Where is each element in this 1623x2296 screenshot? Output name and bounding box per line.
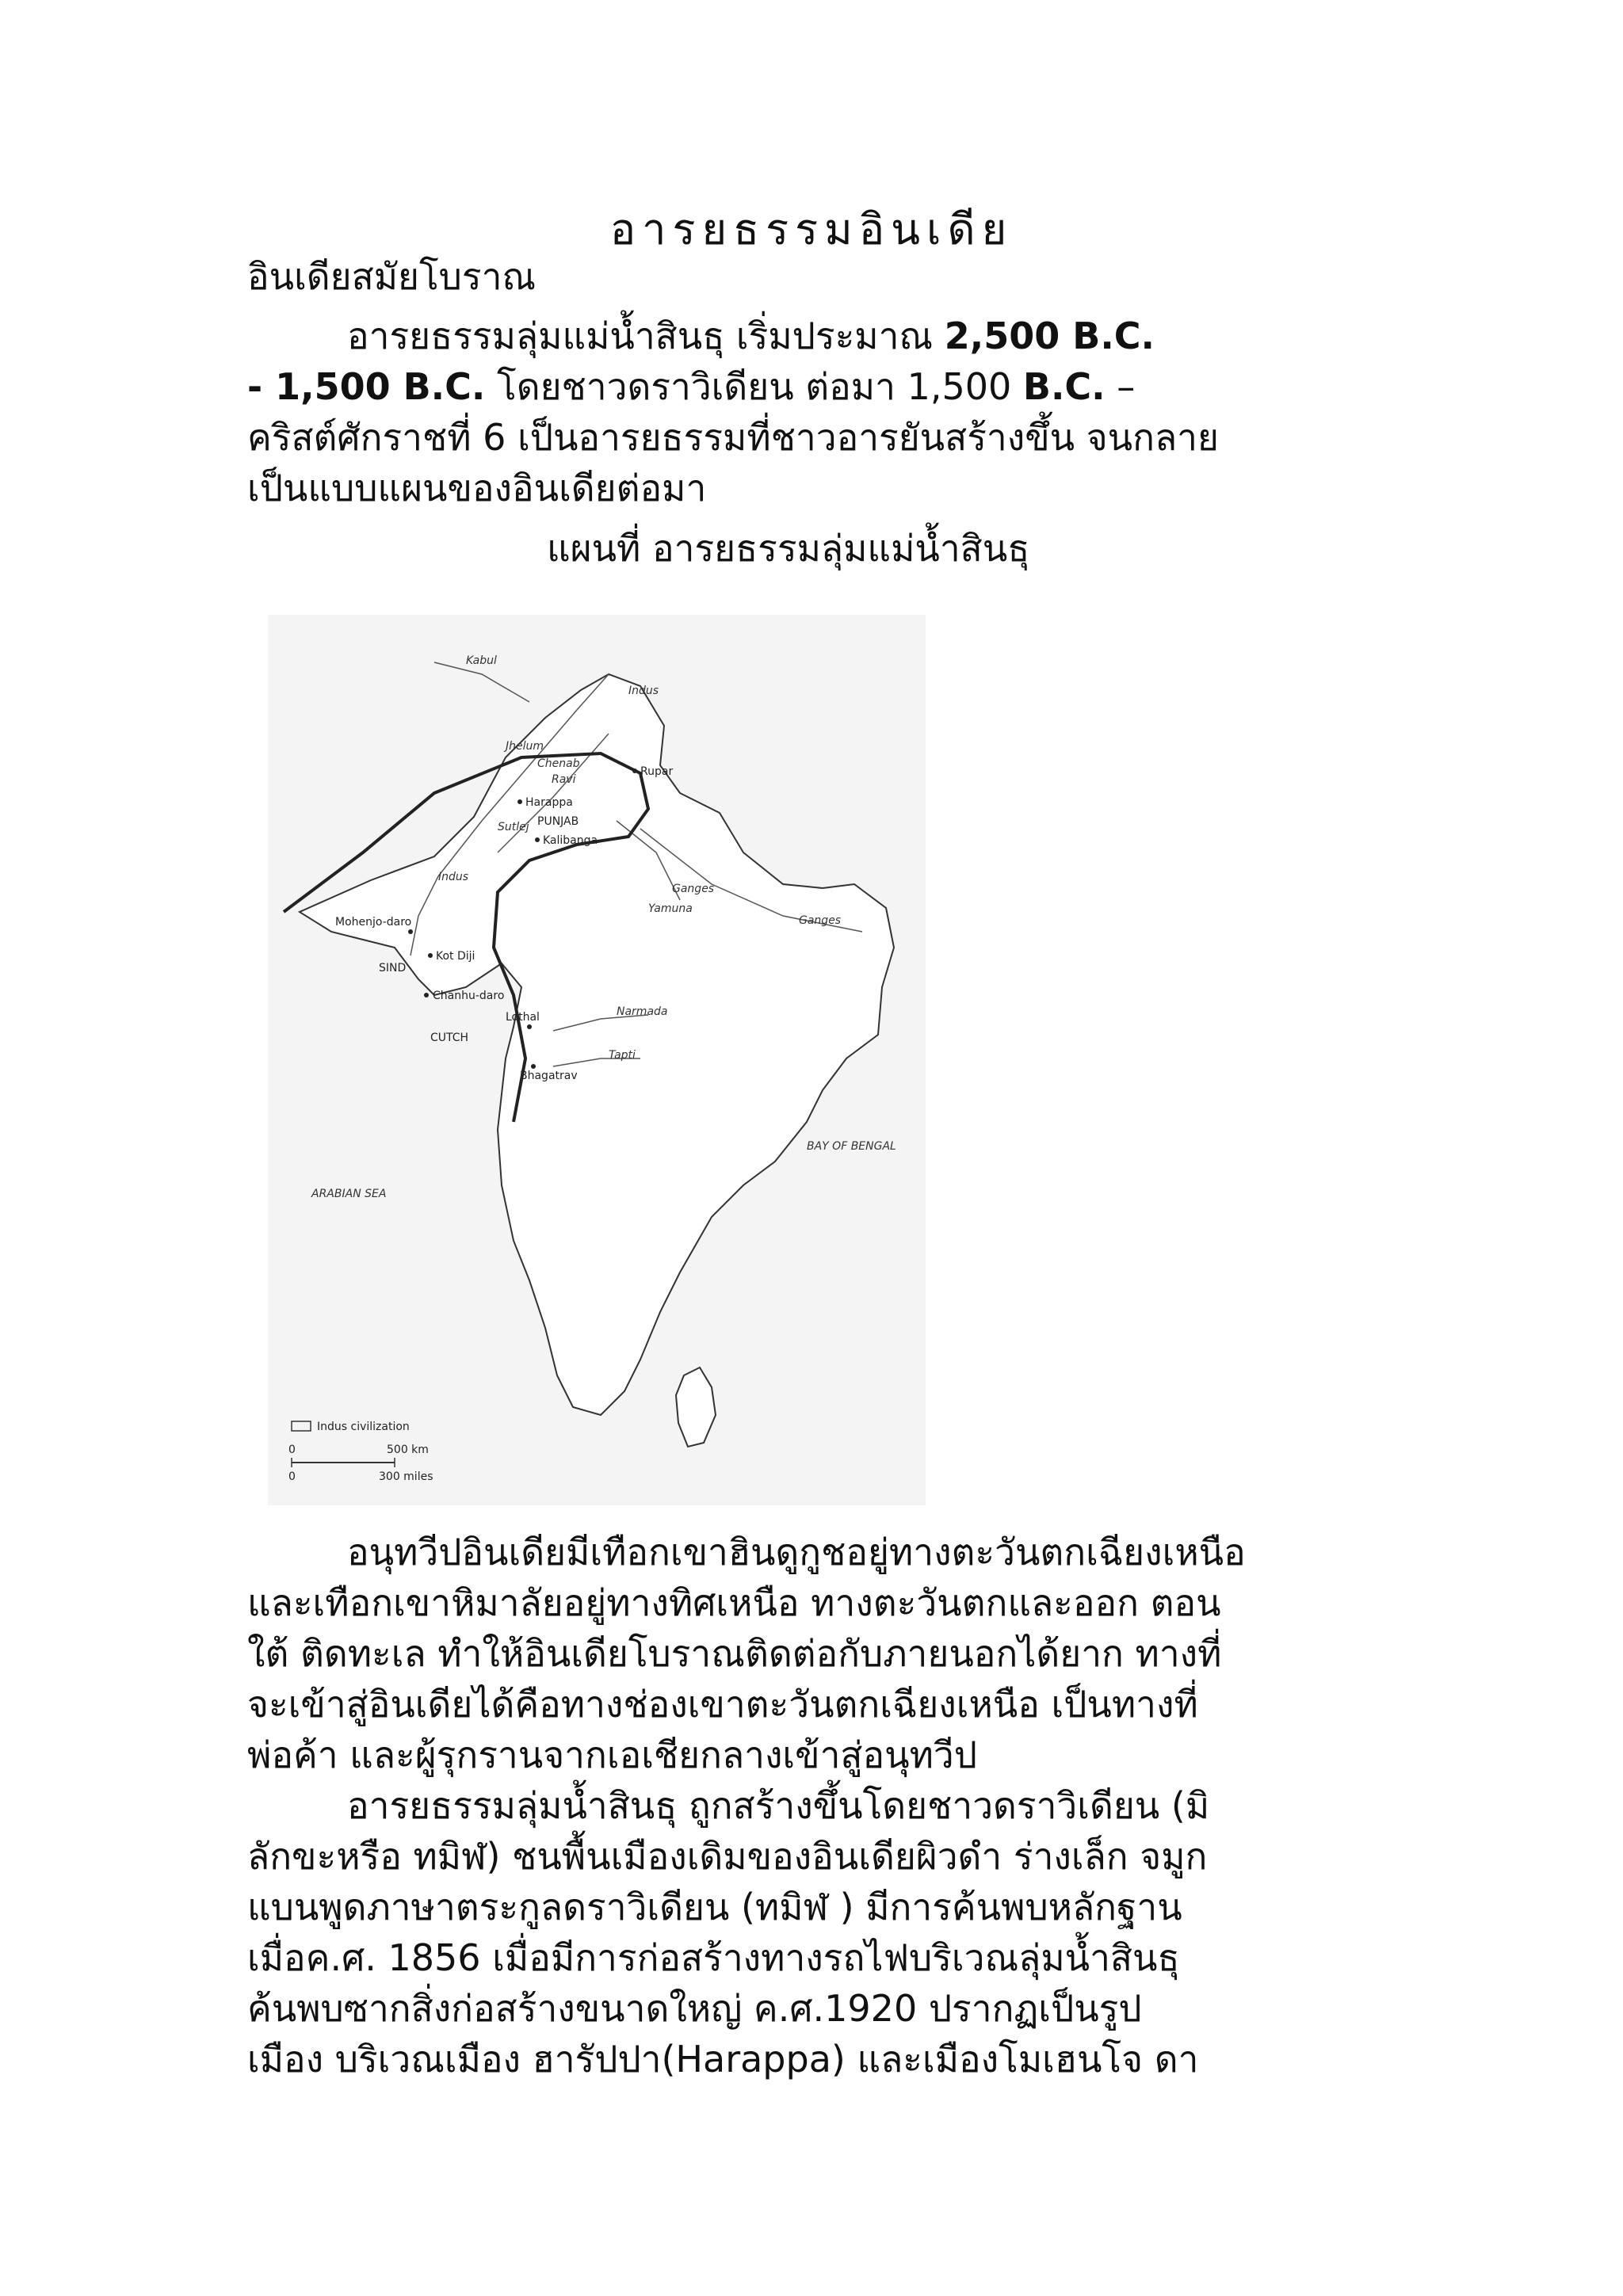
site-marker bbox=[531, 1064, 536, 1069]
site-marker bbox=[408, 929, 413, 934]
intro-line-2 bbox=[247, 362, 1135, 411]
legend-label: Indus civilization bbox=[317, 1421, 410, 1433]
river-label: Yamuna bbox=[648, 902, 693, 915]
intro-date-start: 2,500 B.C. bbox=[944, 315, 1155, 357]
region-label: CUTCH bbox=[430, 1032, 469, 1044]
river-label: Indus bbox=[628, 685, 659, 697]
scale-zero-label: 0 bbox=[288, 1444, 296, 1456]
map-caption: แผนที่ อารยธรรมลุ่มแม่น้ำสินธุ bbox=[547, 527, 1030, 570]
site-marker bbox=[535, 837, 540, 842]
paragraph1-line-1: อนุทวีปอินเดียมีเทือกเขาฮินดูกูชอยู่ทางตะวันตกเฉียงเหนือ bbox=[347, 1531, 1246, 1573]
site-marker bbox=[527, 1024, 532, 1029]
river-label: Ganges bbox=[799, 914, 842, 927]
site-marker bbox=[428, 953, 433, 958]
site-label: Chanhu-daro bbox=[433, 990, 505, 1002]
river-label: Jhelum bbox=[506, 740, 544, 753]
paragraph1-line-5: พ่อค้า และผู้รุกรานจากเอเชียกลางเข้าสู่อนุทวีป bbox=[247, 1733, 977, 1776]
site-label: Bhagatrav bbox=[520, 1070, 578, 1082]
site-label: Kalibanga bbox=[543, 834, 598, 847]
intro-line-4: เป็นแบบแผนของอินเดียต่อมา bbox=[247, 467, 707, 509]
river-label: Narmada bbox=[617, 1005, 668, 1018]
sea-label: ARABIAN SEA bbox=[311, 1188, 387, 1200]
sea-label: BAY OF BENGAL bbox=[807, 1140, 896, 1153]
paragraph2-line-5: ค้นพบซากสิ่งก่อสร้างขนาดใหญ่ ค.ศ.1920 ปรากฏเป็นรูป bbox=[247, 1987, 1142, 2030]
river-label: Sutlej bbox=[498, 821, 529, 833]
site-marker bbox=[632, 769, 637, 773]
paragraph1-line-2: และเทือกเขาหิมาลัยอยู่ทางทิศเหนือ ทางตะวันตกและออก ตอน bbox=[247, 1581, 1221, 1624]
site-marker bbox=[424, 993, 429, 997]
paragraph2-line-2: ลักขะหรือ ทมิฬ) ชนพื้นเมืองเดิมของอินเดียผิวดำ ร่างเล็ก จมูก bbox=[247, 1835, 1208, 1878]
intro-line-1-text: อารยธรรมลุ่มแม่น้ำสินธุ เริ่มประมาณ bbox=[347, 315, 945, 357]
river-label: Indus bbox=[438, 871, 469, 883]
intro-dash: – bbox=[1105, 365, 1136, 408]
site-label: Lothal bbox=[506, 1011, 540, 1024]
scale-miles-label: 300 miles bbox=[379, 1470, 433, 1483]
subtitle: อินเดียสมัยโบราณ bbox=[247, 255, 537, 298]
page-title: อารยธรรมอินเดีย bbox=[609, 204, 1014, 254]
intro-line-2-text: โดยชาวดราวิเดียน ต่อมา 1,500 bbox=[485, 365, 1023, 408]
paragraph2-line-1: อารยธรรมลุ่มน้ำสินธุ ถูกสร้างขึ้นโดยชาวดราวิเดียน (มิ bbox=[347, 1784, 1210, 1827]
region-label: PUNJAB bbox=[537, 815, 579, 828]
site-label: Kot Diji bbox=[436, 950, 475, 963]
site-marker bbox=[517, 799, 522, 804]
paragraph2-line-3: แบนพูดภาษาตระกูลดราวิเดียน (ทมิฬ ) มีการค้นพบหลักฐาน bbox=[247, 1886, 1182, 1928]
intro-line-1 bbox=[347, 311, 1155, 360]
indus-civilization-map bbox=[268, 615, 926, 1505]
site-label: Harappa bbox=[525, 796, 573, 809]
site-label: Rupar bbox=[640, 765, 674, 778]
intro-bc: B.C. bbox=[1022, 365, 1106, 408]
region-label: SIND bbox=[379, 962, 407, 974]
river-label: Chenab bbox=[537, 757, 580, 770]
intro-date-end: - 1,500 B.C. bbox=[247, 365, 486, 408]
scale-km-label: 500 km bbox=[387, 1444, 429, 1456]
river-label: Tapti bbox=[609, 1049, 636, 1062]
scale-zero-label: 0 bbox=[288, 1470, 296, 1483]
paragraph1-line-4: จะเข้าสู่อินเดียได้คือทางช่องเขาตะวันตกเฉียงเหนือ เป็นทางที่ bbox=[247, 1683, 1198, 1726]
paragraph1-line-3: ใต้ ติดทะเล ทำให้อินเดียโบราณติดต่อกับภายนอกได้ยาก ทางที่ bbox=[247, 1632, 1222, 1675]
intro-line-3: คริสต์ศักราชที่ 6 เป็นอารยธรรมที่ชาวอารยันสร้างขึ้น จนกลาย bbox=[247, 416, 1219, 459]
river-label: Ravi bbox=[552, 773, 576, 786]
river-label: Ganges bbox=[672, 883, 715, 895]
map-graphic bbox=[268, 615, 926, 1505]
river-label: Kabul bbox=[466, 654, 497, 667]
site-label: Mohenjo-daro bbox=[335, 916, 412, 929]
paragraph2-line-6: เมือง บริเวณเมือง ฮารัปปา(Harappa) และเมืองโมเฮนโจ ดา bbox=[247, 2038, 1199, 2081]
paragraph2-line-4: เมื่อค.ศ. 1856 เมื่อมีการก่อสร้างทางรถไฟบริเวณลุ่มน้ำสินธุ bbox=[247, 1936, 1180, 1979]
